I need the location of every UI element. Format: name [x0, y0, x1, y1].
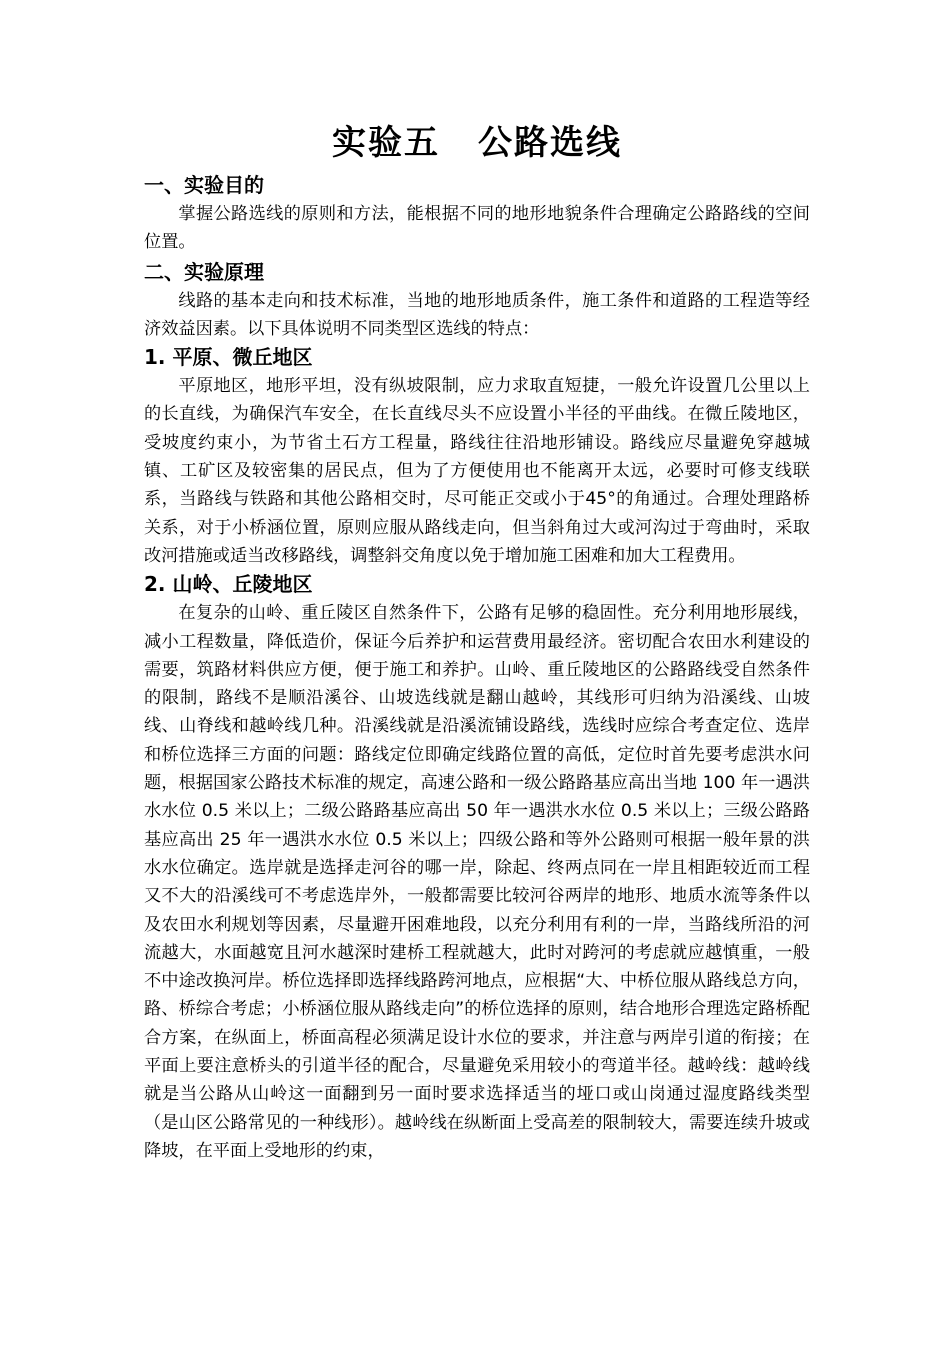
page-content	[144, 118, 810, 1165]
section-heading-principle: 二、实验原理	[144, 259, 264, 284]
paragraph-purpose: 掌握公路选线的原则和方法，能根据不同的地形地貌条件合理确定公路路线的空间位置。	[144, 204, 810, 253]
title-part-number: 实验五	[332, 123, 440, 163]
title-part-topic: 公路选线	[478, 123, 622, 163]
paragraph-plain: 平原地区，地形平坦，没有纵坡限制，应力求取直短捷，一般允许设置几公里以上的长直线，为确保汽车安全，在长直线尽头不应设置小半径的平曲线。在微丘陵地区，受坡度约束小，为节省土石方工程量，路线往往沿地形铺设。路线应尽量避免穿越城镇、工矿区及较密集的居民点，但为了方便使用也不能离开太远，必要时可修支线联系，当路线与铁路和其他公路相交时，尽可能正交或小于45°的角通过。合理处理路桥关系，对于小桥涵位置，原则应服从路线走向，但当斜角过大或河沟过于弯曲时，采取改河措施或适当改移路线，调整斜交角度以免于增加施工困难和加大工程费用。	[144, 376, 810, 566]
subsection-heading-mountain: 2. 山岭、丘陵地区	[144, 572, 313, 597]
paragraph-principle: 线路的基本走向和技术标准，当地的地形地质条件，施工条件和道路的工程造等经济效益因素。以下具体说明不同类型区选线的特点：	[144, 290, 810, 339]
section-heading-purpose: 一、实验目的	[144, 173, 264, 197]
subsection-heading-plain: 1. 平原、微丘地区	[144, 345, 313, 370]
page-title	[144, 118, 810, 168]
paragraph-mountain: 在复杂的山岭、重丘陵区自然条件下，公路有足够的稳固性。充分利用地形展线，减小工程数量，降低造价，保证今后养护和运营费用最经济。密切配合农田水利建设的需要，筑路材料供应方便，便于施工和养护。山岭、重丘陵地区的公路路线受自然条件的限制，路线不是顺沿溪谷、山坡选线就是翻山越岭，其线形可归纳为沿溪线、山坡线、山脊线和越岭线几种。沿溪线就是沿溪流铺设路线，选线时应综合考查定位、选岸和桥位选择三方面的问题：路线定位即确定线路位置的高低，定位时首先要考虑洪水问题，根据国家公路技术标准的规定，高速公路和一级公路路基应高出当地 100 年一遇洪水水位 0.5 米以上；二级公路路基应高出 50 年一遇洪水水位 0.5 米以上；三级公路路基应高出 25 年一遇洪水水位 0.5 米以上；四级公路和等外公路则可根据一般年景的洪水水位确定。选岸就是选择走河谷的哪一岸，除起、终两点同在一岸且相距较近而工程又不大的沿溪线可不考虑选岸外，一般都需要比较河谷两岸的地形、地质水流等条件以及农田水利规划等因素，尽量避开困难地段，以充分利用有利的一岸，当路线所沿的河流越大，水面越宽且河水越深时建桥工程就越大，此时对跨河的考虑就应越慎重，一般不中途改换河岸。桥位选择即选择线路跨河地点，应根据“大、中桥位服从路线总方向，路、桥综合考虑；小桥涵位服从路线走向”的桥位选择的原则，结合地形合理选定路桥配合方案，在纵面上，桥面高程必须满足设计水位的要求，并注意与两岸引道的衔接；在平面上要注意桥头的引道半径的配合，尽量避免采用较小的弯道半径。越岭线：越岭线就是当公路从山岭这一面翻到另一面时要求选择适当的垭口或山岗通过湿度路线类型（是山区公路常见的一种线形）。越岭线在纵断面上受高差的限制较大，需要连续升坡或降坡，在平面上受地形的约束，	[144, 603, 810, 1161]
